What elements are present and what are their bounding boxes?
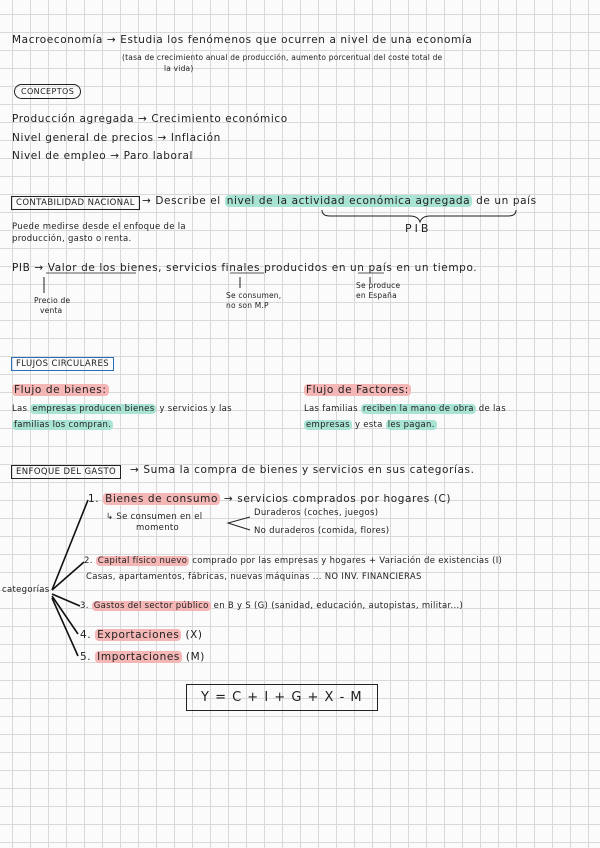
intro-line [12,34,472,47]
flujo-factores-hl1: reciben la mano de obra [362,404,474,414]
concepto-item-3: Nivel de empleo → Paro laboral [12,150,194,162]
cat-2-line [84,556,502,567]
flujo-factores-l1a: Las familias [304,404,358,414]
gdp-formula: Y = C + I + G + X - M [186,684,378,711]
pib-mid: , servicios [158,262,218,274]
flujo-factores-l1b: de las [478,404,506,414]
pib-term: Valor de los bienes [47,262,159,274]
cat-2-line-2: Casas, apartamentos, fábricas, nuevas máquinas ... NO INV. FINANCIERAS [86,572,422,582]
pib-line [12,262,477,275]
categorias-label: categorías [2,585,50,595]
ann-valor-2: venta [40,306,63,315]
flujo-bienes-l1b: y servicios y las [159,404,232,414]
cat-1-sub-1: ↳ Se consumen en el [106,512,203,522]
cat-3-rest: en B y S (G) [213,601,269,611]
flujos-label: FLUJOS CIRCULARES [11,357,114,371]
intro-note-1: (tasa de crecimiento anual de producción, aumento porcentual del coste total de [122,53,443,62]
intro-definition: Estudia los fenómenos que ocurren a nivel de una economía [120,34,473,46]
conceptos-label: CONCEPTOS [14,84,81,99]
cat-5-num: 5. [80,651,92,663]
cat-1-sub-2: momento [136,523,180,533]
pib-brace-label: PIB [405,222,432,235]
flujo-bienes-l1 [12,404,232,415]
contabilidad-tail: de un país [476,195,537,207]
intro-note-2: la vida) [164,64,194,73]
contabilidad-note-1: Puede medirse desde el enfoque de la [12,222,186,232]
cat-5-rest: (M) [185,651,205,663]
gasto-label: ENFOQUE DEL GASTO [11,465,121,479]
flujo-bienes-title-text: Flujo de bienes: [14,384,107,396]
intro-arrow-icon: → [106,34,117,46]
cat-1-hl: Bienes de consumo [105,493,218,505]
cat-4-hl: Exportaciones [97,629,180,641]
flujo-bienes-l2 [12,420,113,431]
flujo-factores-title-text: Flujo de Factores: [306,384,409,396]
ann-finales-1: Se consumen, [226,291,282,300]
fan-line-1 [52,500,88,590]
contabilidad-line [142,195,537,208]
contabilidad-note-2: producción, gasto o renta. [12,234,132,244]
cat-2-hl: Capital físico nuevo [97,556,188,566]
fan-line-3 [52,594,80,606]
flujo-bienes-hl1: empresas producen bienes [32,404,155,414]
ann-finales-2: no son M.P [226,301,269,310]
pib-producidos: producidos [264,262,328,274]
cat-1-duraderos: Duraderos (coches, juegos) [254,508,379,518]
flujo-factores-l2 [304,420,437,431]
pib-pais: país [368,262,393,274]
cat-4-line [80,629,203,642]
cat-5-line [80,651,205,664]
cat-3-num: 3. [80,601,89,611]
flujo-factores-hl3: les pagan. [387,420,435,430]
ann-valor-1: Precio de [34,296,71,305]
flujo-bienes-hl2: familias los compran. [14,420,112,430]
flujo-factores-l1 [304,404,506,415]
cat-2-rest: comprado por las empresas y hogares + Variación de existencias (I) [192,556,503,566]
pib-finales: finales [221,262,261,274]
pib-tail: en un tiempo. [396,262,478,274]
cat-3-tail: (sanidad, educación, autopistas, militar...) [271,601,464,611]
cat-5-hl: Importaciones [97,651,180,663]
intro-term: Macroeconomía [12,34,103,46]
flujo-factores-l2b: y esta [354,420,383,430]
cat-1-no-duraderos: No duraderos (comida, flores) [254,526,390,536]
cat-1-line [88,493,451,506]
pib-en-un: en un [331,262,365,274]
cat-1-rest: → servicios comprados por hogares (C) [223,493,452,505]
cat-1-num: 1. [88,493,100,505]
cat-3-hl: Gastos del sector público [93,601,209,611]
cat-4-num: 4. [80,629,92,641]
durables-chevron [228,517,250,530]
ann-pais-2: en España [356,291,397,300]
concepto-item-2: Nivel general de precios → Inflación [12,132,221,144]
contabilidad-arrow-text: → Describe el [142,195,221,207]
flujo-bienes-title [12,384,109,397]
flujo-bienes-l1a: Las [12,404,28,414]
cat-3-line [80,601,463,612]
flujo-factores-title [304,384,411,397]
concepto-item-1: Producción agregada → Crecimiento económico [12,113,288,125]
pib-brace [322,210,516,222]
contabilidad-label: CONTABILIDAD NACIONAL [11,196,140,210]
flujo-factores-hl2: empresas [306,420,350,430]
cat-4-rest: (X) [185,629,203,641]
contabilidad-highlight: nivel de la actividad económica agregada [226,195,471,207]
gasto-desc: → Suma la compra de bienes y servicios en sus categorías. [130,464,475,476]
cat-2-num: 2. [84,556,93,566]
pib-prefix: PIB → [12,262,44,274]
ann-pais-1: Se produce [356,281,401,290]
